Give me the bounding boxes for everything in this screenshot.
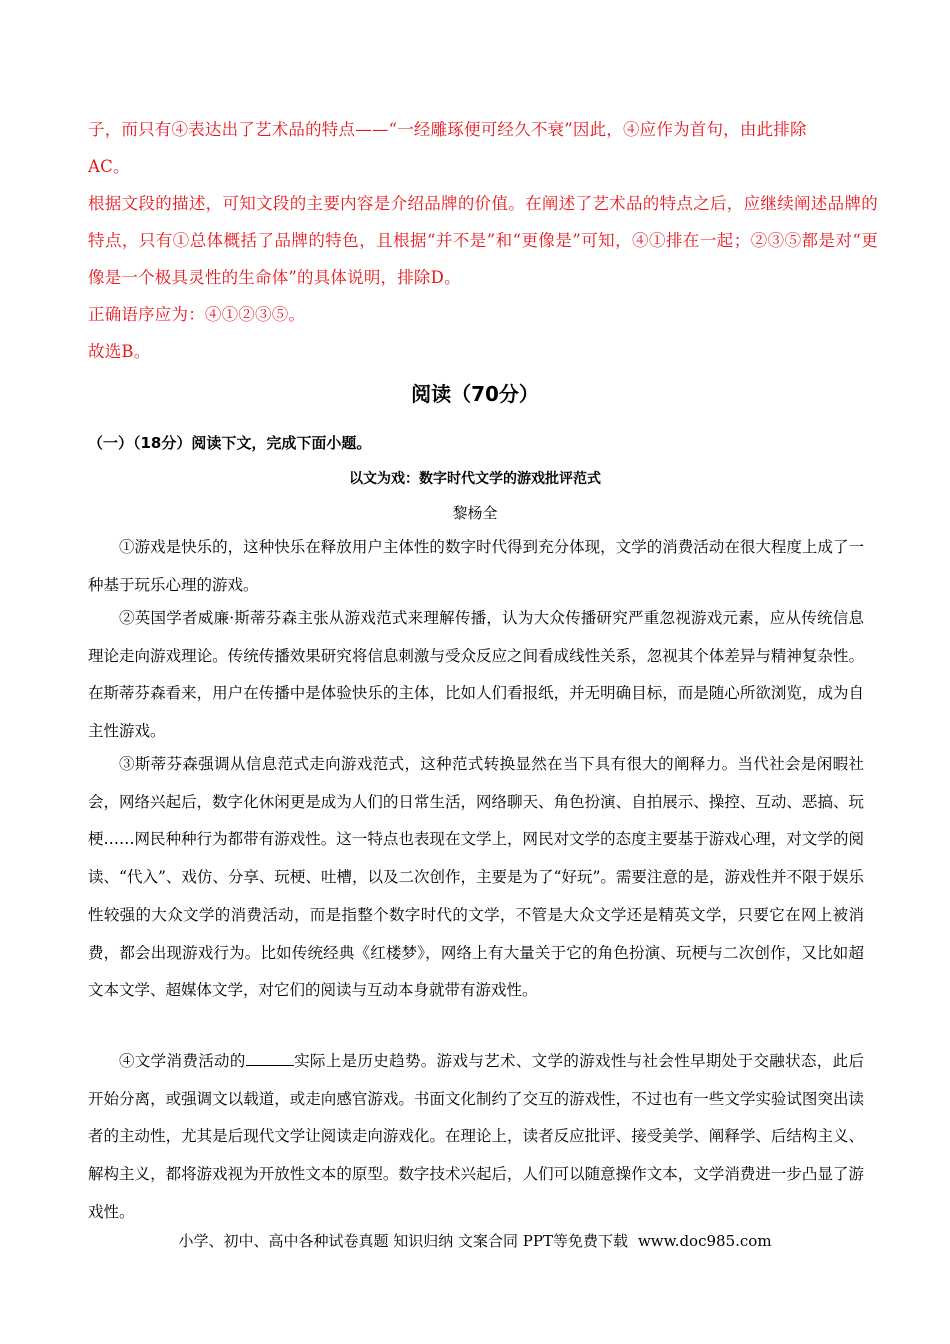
paragraph-4-start: ④文学消费活动的: [119, 1052, 246, 1070]
section-title: 阅读（70分）: [411, 382, 539, 406]
analysis-paragraph: 根据文段的描述，可知文段的主要内容是介绍品牌的价值。在阐述了艺术品的特点之后，应继续阐述品牌的特点，只有①总体概括了品牌的特色，且根据“并不是”和“更像是”可知，④①排在一起；②③⑤都是对“更像是一个极具灵性的生命体”的具体说明，排除D。: [88, 194, 878, 287]
analysis-line-1: 子，而只有④表达出了艺术品的特点——“一经雕琢便可经久不衰”因此，④应作为首句，由此排除: [88, 120, 807, 139]
article-paragraph-2: ②英国学者威廉·斯蒂芬森主张从游戏范式来理解传播，认为大众传播研究严重忽视游戏元素，应从传统信息理论走向游戏理论。传统传播效果研究将信息刺激与受众反应之间看成线性关系，忽视其个体差异与精神复杂性。在斯蒂芬森看来，用户在传播中是体验快乐的主体，比如人们看报纸，并无明确目标，而是随心所欲浏览，成为自主性游戏。: [88, 609, 864, 741]
page-footer: [0, 1230, 950, 1251]
article-paragraph-1: ①游戏是快乐的，这种快乐在释放用户主体性的数字时代得到充分体现，文学的消费活动在很大程度上成了一种基于玩乐心理的游戏。: [88, 538, 864, 594]
footer-site-link[interactable]: www.doc985.com: [637, 1232, 772, 1250]
article-paragraph-3: ③斯蒂芬森强调从信息范式走向游戏范式，这种范式转换显然在当下具有很大的阐释力。当代社会是闲暇社会，网络兴起后，数字化休闲更是成为人们的日常生活，网络聊天、角色扮演、自拍展示、操控、互动、恶搞、玩梗……网民种种行为都带有游戏性。这一特点也表现在文学上，网民对文学的态度主要基于游戏心理，对文学的阅读、“代入”、戏仿、分享、玩梗、吐槽，以及二次创作，主要是为了“好玩”。需要注意的是，游戏性并不限于娱乐性较强的大众文学的消费活动，而是指整个数字时代的文学，不管是大众文学还是精英文学，只要它在网上被消费，都会出现游戏行为。比如传统经典《红楼梦》，网络上有大量关于它的角色扮演、玩梗与二次创作，又比如超文本文学、超媒体文学，对它们的阅读与互动本身就带有游戏性。: [88, 755, 864, 1000]
correct-order: 正确语序应为：④①②③⑤。: [88, 305, 306, 324]
article-paragraph-4: [88, 1043, 864, 1232]
fill-in-blank: [246, 1049, 294, 1066]
answer-choice: 故选B。: [88, 342, 151, 361]
paragraph-4-rest: 实际上是历史趋势。游戏与艺术、文学的游戏性与社会性早期处于交融状态，此后开始分离，或强调文以载道，或走向感官游戏。书面文化制约了交互的游戏性，不过也有一些文学实验试图突出读者的主动性，尤其是后现代文学让阅读走向游戏化。在理论上，读者反应批评、接受美学、阐释学、后结构主义、解构主义，都将游戏视为开放性文本的原型。数字技术兴起后，人们可以随意操作文本，文学消费进一步凸显了游戏性。: [88, 1052, 864, 1221]
footer-text: 小学、初中、高中各种试卷真题 知识归纳 文案合同 PPT等免费下载: [178, 1232, 628, 1250]
article-title: 以文为戏：数字时代文学的游戏批评范式: [349, 471, 601, 487]
article-author: 黎杨全: [452, 504, 498, 522]
analysis-line-2: AC。: [88, 157, 130, 176]
question-header: （一）（18分）阅读下文，完成下面小题。: [88, 434, 372, 452]
